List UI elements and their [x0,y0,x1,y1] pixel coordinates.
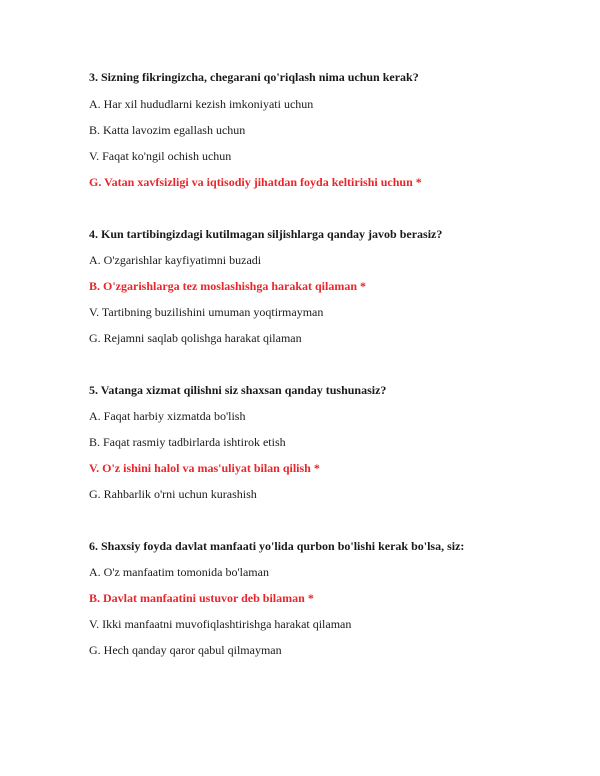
answer-option: V. Ikki manfaatni muvofiqlashtirishga harakat qilaman [89,617,352,631]
answer-option: A. O'z manfaatim tomonida bo'laman [89,565,269,579]
question-title: 6. Shaxsiy foyda davlat manfaati yo'lida qurbon bo'lishi kerak bo'lsa, siz: [89,539,465,553]
correct-answer-option: V. O'z ishini halol va mas'uliyat bilan qilish * [89,461,320,475]
answer-option: A. Har xil hududlarni kezish imkoniyati uchun [89,97,314,111]
answer-option: A. O'zgarishlar kayfiyatimni buzadi [89,253,262,267]
question-title: 3. Sizning fikringizcha, chegarani qo'riqlash nima uchun kerak? [89,70,419,84]
answer-option: V. Tartibning buzilishini umuman yoqtirmayman [89,305,324,319]
answer-option: G. Rejamni saqlab qolishga harakat qilaman [89,331,302,345]
answer-option: V. Faqat ko'ngil ochish uchun [89,149,232,163]
answer-option: G. Rahbarlik o'rni uchun kurashish [89,487,257,501]
question-title: 4. Kun tartibingizdagi kutilmagan siljishlarga qanday javob berasiz? [89,227,443,241]
answer-option: G. Hech qanday qaror qabul qilmayman [89,643,282,657]
correct-answer-option: G. Vatan xavfsizligi va iqtisodiy jihatdan foyda keltirishi uchun * [89,175,422,189]
answer-option: B. Katta lavozim egallash uchun [89,123,246,137]
answer-option: B. Faqat rasmiy tadbirlarda ishtirok etish [89,435,286,449]
correct-answer-option: B. O'zgarishlarga tez moslashishga harakat qilaman * [89,279,367,293]
answer-option: A. Faqat harbiy xizmatda bo'lish [89,409,246,423]
question-title: 5. Vatanga xizmat qilishni siz shaxsan qanday tushunasiz? [89,383,387,397]
correct-answer-option: B. Davlat manfaatini ustuvor deb bilaman * [89,591,314,605]
